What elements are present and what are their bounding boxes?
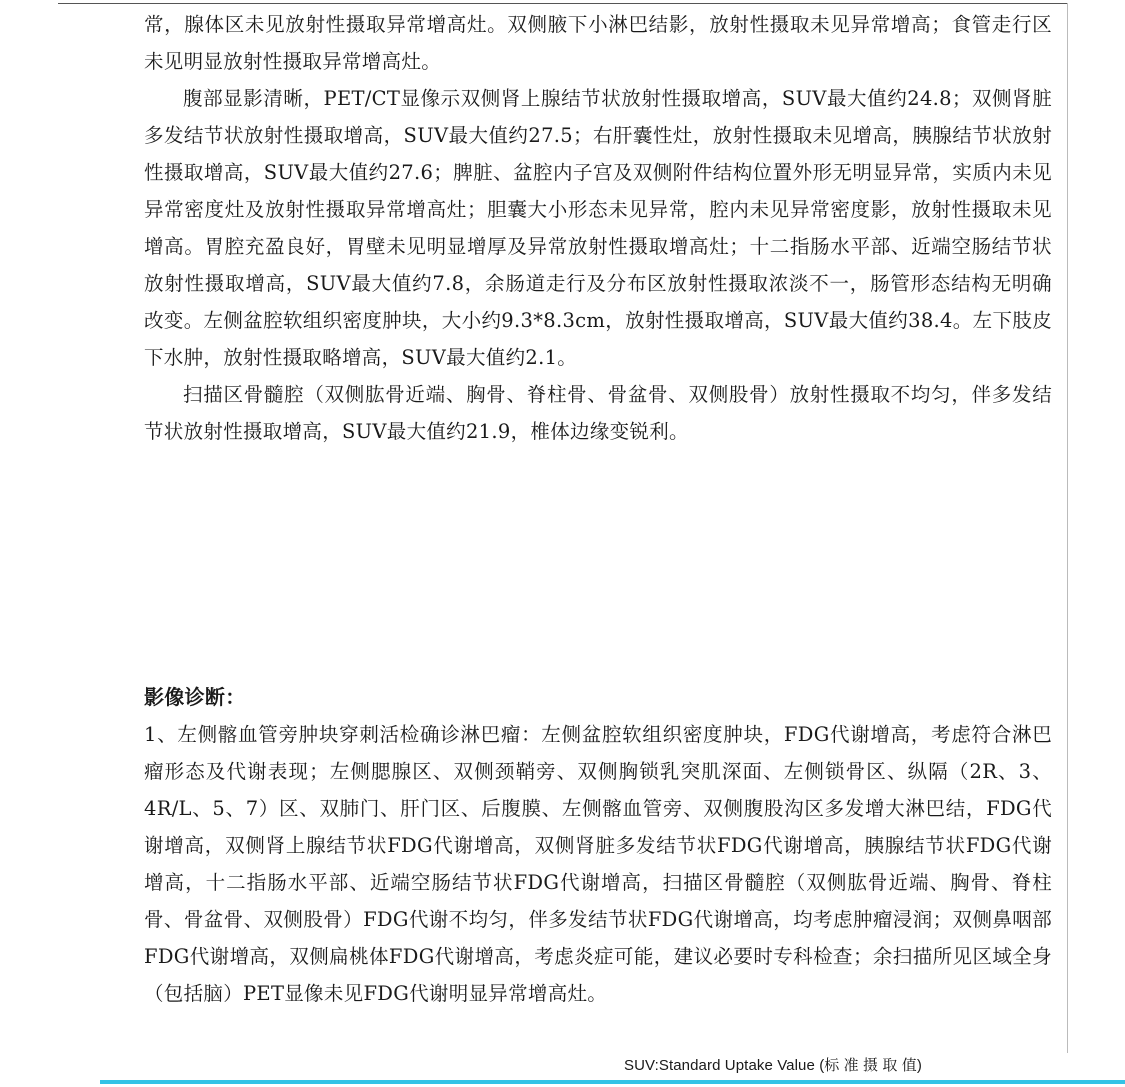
suv-footnote: SUV:Standard Uptake Value (标 准 摄 取 值) xyxy=(624,1057,922,1074)
diagnosis-item-1: 1、左侧髂血管旁肿块穿刺活检确诊淋巴瘤：左侧盆腔软组织密度肿块，FDG代谢增高，考虑符合淋巴瘤形态及代谢表现；左侧腮腺区、双侧颈鞘旁、双侧胸锁乳突肌深面、左侧锁骨区、纵隔（2R、3、4R/L、5、7）区、双肺门、肝门区、后腹膜、左侧髂血管旁、双侧腹股沟区多发增大淋巴结，FDG代谢增高，双侧肾上腺结节状FDG代谢增高，双侧肾脏多发结节状FDG代谢增高，胰腺结节状FDG代谢增高，十二指肠水平部、近端空肠结节状FDG代谢增高，扫描区骨髓腔（双侧肱骨近端、胸骨、脊柱骨、骨盆骨、双侧股骨）FDG代谢不均匀，伴多发结节状FDG代谢增高，均考虑肿瘤浸润；双侧鼻咽部FDG代谢增高，双侧扁桃体FDG代谢增高，考虑炎症可能，建议必要时专科检查；余扫描所见区域全身（包括脑）PET显像未见FDG代谢明显异常增高灶。 xyxy=(144,723,1052,1005)
report-body xyxy=(144,6,1052,1012)
bottom-accent-bar xyxy=(100,1080,1125,1084)
right-border-line xyxy=(1067,3,1068,1053)
findings-bone-paragraph: 扫描区骨髓腔（双侧肱骨近端、胸骨、脊柱骨、骨盆骨、双侧股骨）放射性摄取不均匀，伴多发结节状放射性摄取增高，SUV最大值约21.9，椎体边缘变锐利。 xyxy=(144,383,1052,443)
blank-space xyxy=(144,450,1052,679)
diagnosis-heading: 影像诊断： xyxy=(144,685,246,709)
findings-thorax-paragraph: 常，腺体区未见放射性摄取异常增高灶。双侧腋下小淋巴结影，放射性摄取未见异常增高；食管走行区未见明显放射性摄取异常增高灶。 xyxy=(144,13,1052,73)
top-border-line xyxy=(58,3,1068,4)
findings-abdomen-paragraph: 腹部显影清晰，PET/CT显像示双侧肾上腺结节状放射性摄取增高，SUV最大值约24.8；双侧肾脏多发结节状放射性摄取增高，SUV最大值约27.5；右肝囊性灶，放射性摄取未见增高，胰腺结节状放射性摄取增高，SUV最大值约27.6；脾脏、盆腔内子宫及双侧附件结构位置外形无明显异常，实质内未见异常密度灶及放射性摄取异常增高灶；胆囊大小形态未见异常，腔内未见异常密度影，放射性摄取未见增高。胃腔充盈良好，胃壁未见明显增厚及异常放射性摄取增高灶；十二指肠水平部、近端空肠结节状放射性摄取增高，SUV最大值约7.8，余肠道走行及分布区放射性摄取浓淡不一，肠管形态结构无明确改变。左侧盆腔软组织密度肿块，大小约9.3*8.3cm，放射性摄取增高，SUV最大值约38.4。左下肢皮下水肿，放射性摄取略增高，SUV最大值约2.1。 xyxy=(144,87,1052,369)
